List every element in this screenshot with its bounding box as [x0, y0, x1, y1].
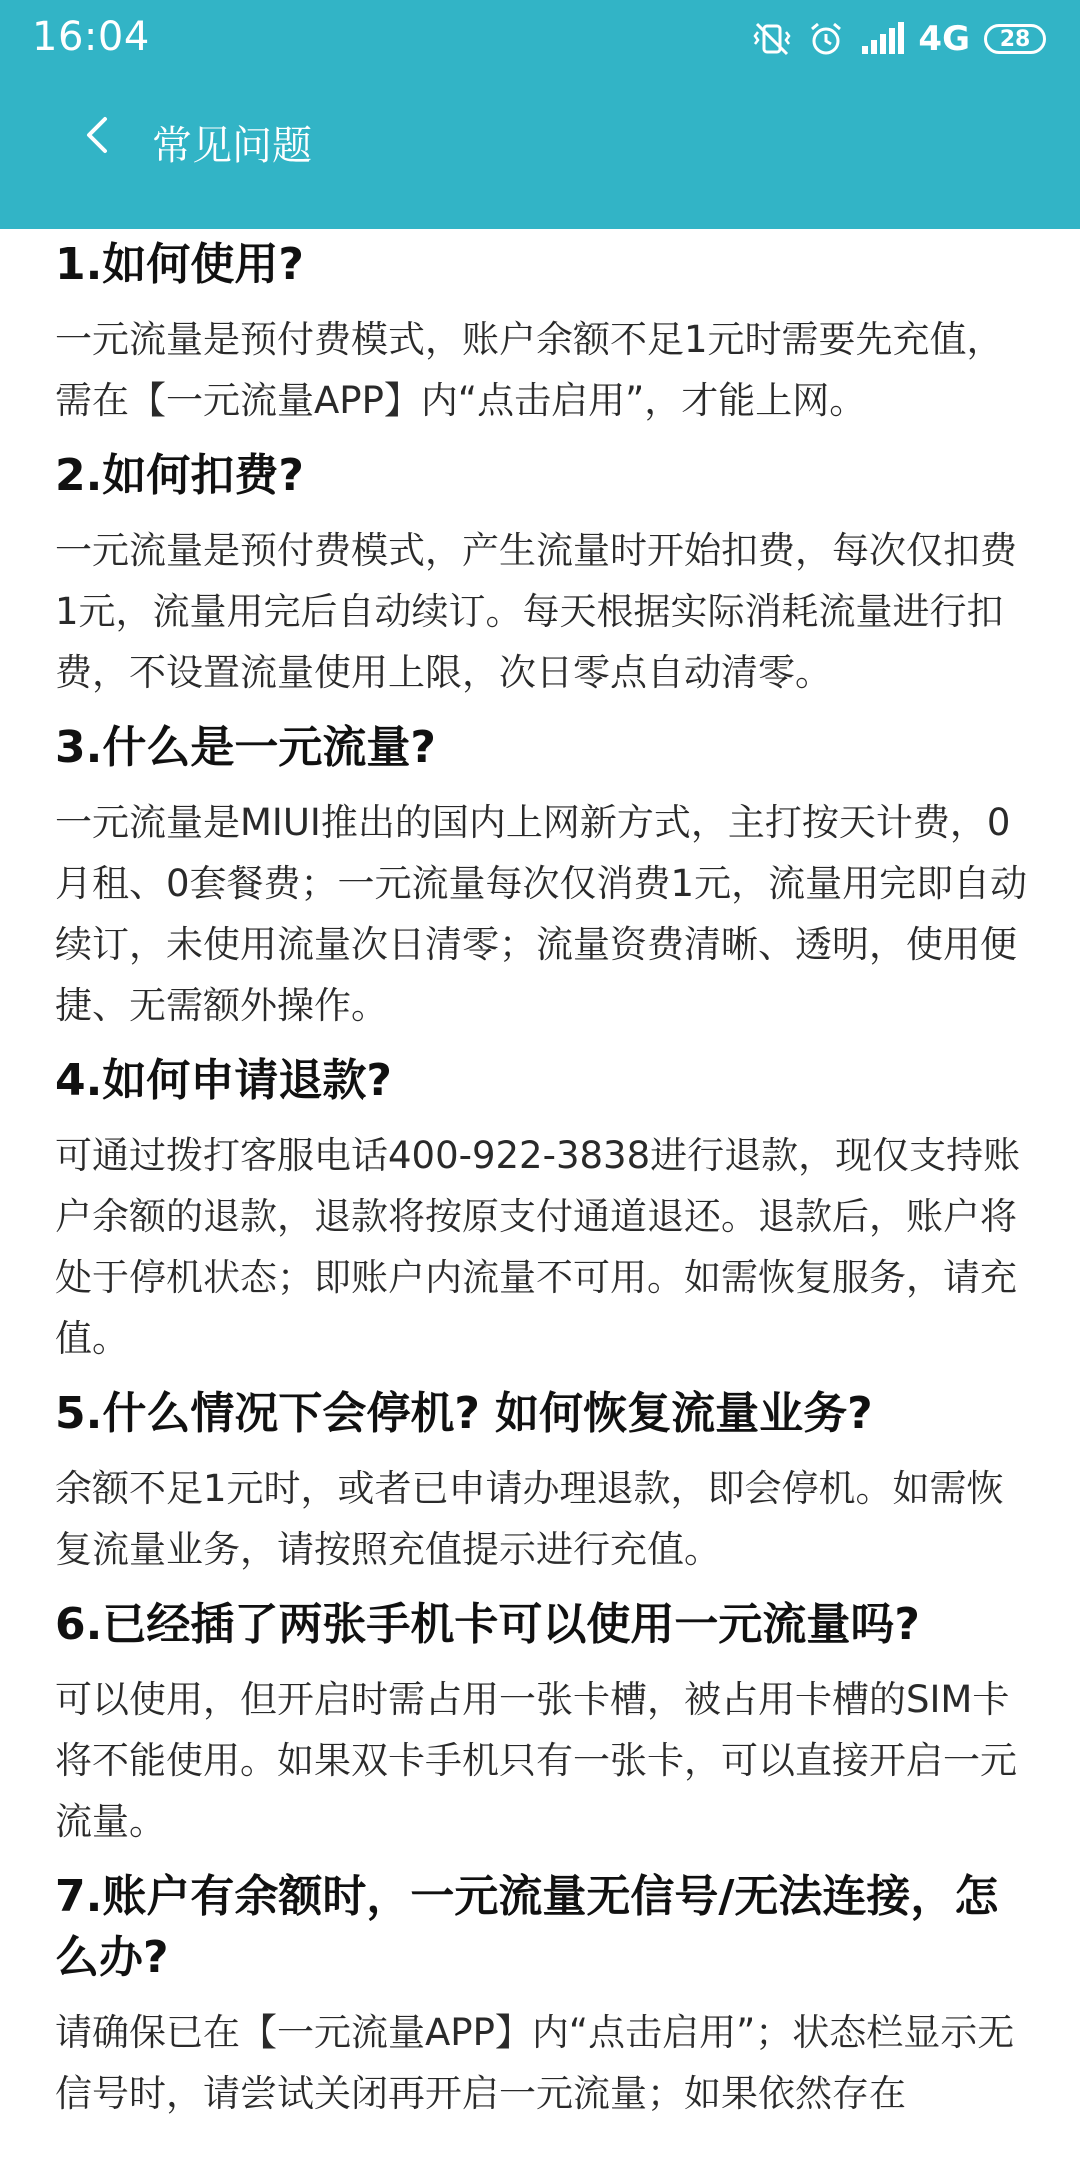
network-4g-icon: 4G — [918, 19, 970, 59]
nav-bar — [0, 78, 1080, 198]
faq-list[interactable] — [55, 229, 1035, 2160]
faq-question: 3.什么是一元流量? — [55, 722, 436, 773]
faq-item — [55, 1594, 1035, 1852]
faq-item — [55, 1383, 1035, 1580]
battery-level: 28 — [999, 26, 1031, 52]
faq-question: 7.账户有余额时，一元流量无信号/无法连接，怎么办? — [55, 1871, 999, 1983]
chevron-left-icon — [77, 113, 117, 161]
faq-item — [55, 1866, 1035, 2124]
faq-answer: 可通过拨打客服电话400-922-3838进行退款，现仅支持账户余额的退款，退款将按原支付通道退还。退款后，账户将处于停机状态；即账户内流量不可用。如需恢复服务，请充值。 — [55, 1134, 1021, 1360]
alarm-icon — [806, 19, 846, 59]
faq-item — [55, 445, 1035, 703]
status-icons — [752, 16, 1046, 62]
back-button[interactable] — [62, 102, 132, 172]
faq-item — [55, 717, 1035, 1036]
page-title: 常见问题 — [152, 123, 312, 169]
faq-question: 2.如何扣费? — [55, 450, 304, 501]
battery-icon — [984, 24, 1046, 54]
faq-answer: 一元流量是预付费模式，产生流量时开始扣费，每次仅扣费1元，流量用完后自动续订。每天根据实际消耗流量进行扣费，不设置流量使用上限，次日零点自动清零。 — [55, 529, 1017, 694]
faq-answer: 可以使用，但开启时需占用一张卡槽，被占用卡槽的SIM卡将不能使用。如果双卡手机只有一张卡，可以直接开启一元流量。 — [55, 1678, 1017, 1843]
faq-answer: 余额不足1元时，或者已申请办理退款，即会停机。如需恢复流量业务，请按照充值提示进行充值。 — [55, 1467, 1004, 1571]
vibrate-off-icon — [752, 19, 792, 59]
faq-answer: 一元流量是MIUI推出的国内上网新方式，主打按天计费，0月租、0套餐费；一元流量每次仅消费1元，流量用完即自动续订，未使用流量次日清零；流量资费清晰、透明，使用便捷、无需额外操作。 — [55, 801, 1028, 1027]
status-time: 16:04 — [32, 14, 150, 60]
faq-answer: 请确保已在【一元流量APP】内“点击启用”；状态栏显示无信号时，请尝试关闭再开启一元流量；如果依然存在 — [55, 2011, 1015, 2115]
signal-icon — [860, 22, 904, 56]
faq-answer: 一元流量是预付费模式，账户余额不足1元时需要先充值，需在【一元流量APP】内“点击启用”，才能上网。 — [55, 318, 1004, 422]
faq-item — [55, 234, 1035, 431]
faq-question: 6.已经插了两张手机卡可以使用一元流量吗? — [55, 1599, 920, 1650]
status-bar — [0, 0, 1080, 78]
faq-item — [55, 1050, 1035, 1369]
faq-question: 4.如何申请退款? — [55, 1055, 392, 1106]
faq-question: 5.什么情况下会停机? 如何恢复流量业务? — [55, 1388, 873, 1439]
app-header — [0, 0, 1080, 229]
faq-question: 1.如何使用? — [55, 239, 304, 290]
